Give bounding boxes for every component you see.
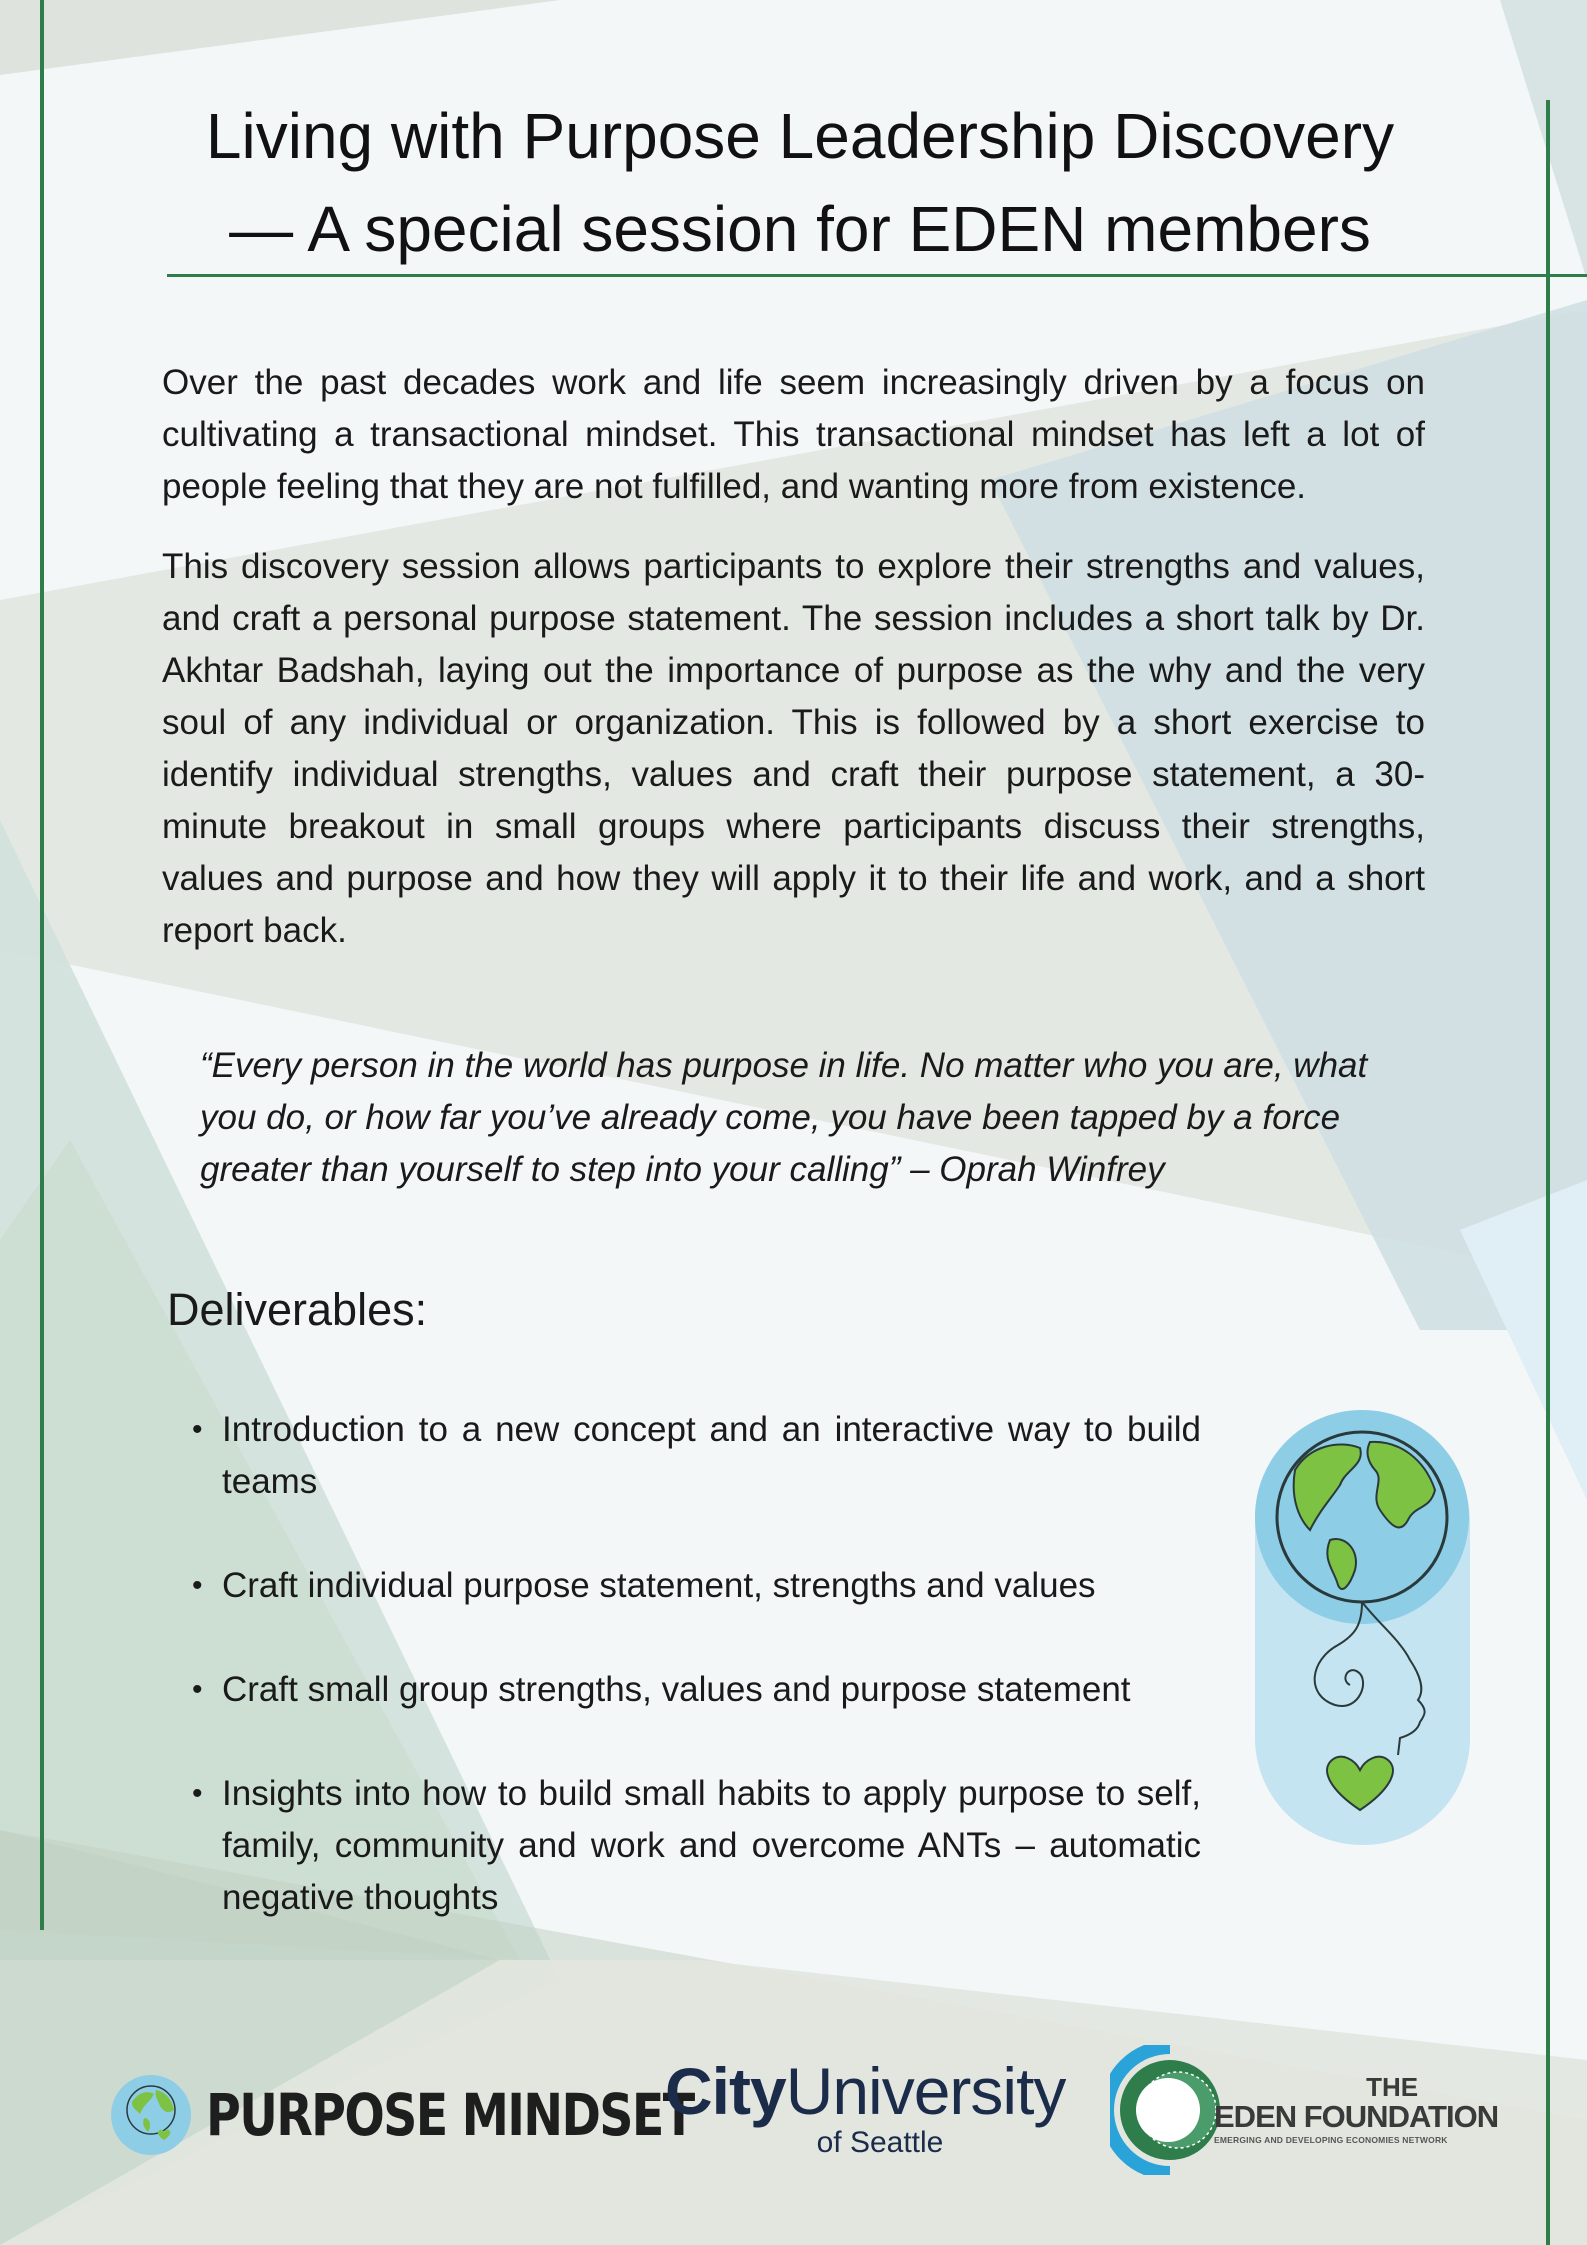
eden-name: EDEN FOUNDATION — [1214, 2099, 1499, 2134]
left-vertical-rule — [40, 0, 44, 1930]
eden-the: THE — [1366, 2072, 1419, 2102]
eden-ring-icon — [1110, 2045, 1230, 2175]
title-line-1: Living with Purpose Leadership Discovery — [205, 100, 1395, 172]
purpose-mindset-wordmark: PURPOSE MINDSET — [206, 2081, 694, 2149]
city-university-city: City — [665, 2054, 786, 2128]
eden-foundation-logo — [1110, 2045, 1498, 2175]
deliverables-list — [186, 1404, 1201, 1976]
deliverable-item: • Introduction to a new concept and an interactive way to build teams — [186, 1404, 1201, 1508]
city-university-university: University — [785, 2054, 1066, 2128]
session-description-paragraph: This discovery session allows participants to explore their strengths and values, and craft a personal purpose statement. The session includes a short talk by Dr. Akhtar Badshah, laying out the importance of purpose as the why and the very soul of any individual or organization. This is followed by a short exercise to identify individual strengths, values and craft their purpose statement, a 30-minute breakout in small groups where participants discuss their strengths, values and purpose and how they will apply it to their life and work, and a short report back. — [162, 547, 1425, 950]
deliverable-item: • Craft small group strengths, values and purpose statement — [186, 1664, 1201, 1716]
city-university-sub: of Seattle — [816, 2126, 944, 2159]
deliverables-heading: Deliverables: — [167, 1284, 428, 1335]
globe-icon — [110, 2074, 192, 2156]
eden-tagline: EMERGING AND DEVELOPING ECONOMIES NETWORK — [1214, 2135, 1448, 2145]
globe-mind-heart-illustration — [1250, 1410, 1475, 1850]
title-underline — [167, 274, 1587, 277]
deliverable-item: • Insights into how to build small habits to apply purpose to self, family, community and work and overcome ANTs – automatic negative thoughts — [186, 1768, 1201, 1924]
page-title — [150, 90, 1450, 276]
right-vertical-rule — [1546, 100, 1550, 2245]
deliverable-item: • Craft individual purpose statement, strengths and values — [186, 1560, 1201, 1612]
oprah-quote: “Every person in the world has purpose in life. No matter who you are, what you do, or how far you’ve already come, you have been tapped by a force greater than yourself to step into your calling” – Oprah Winfrey — [200, 1046, 1368, 1189]
city-university-logo — [665, 2054, 1066, 2166]
title-line-2: — A special session for EDEN members — [229, 193, 1371, 265]
intro-paragraph: Over the past decades work and life seem increasingly driven by a focus on cultivating a transactional mindset. This transactional mindset has left a lot of people feeling that they are not fulfilled, and wanting more from existence. — [162, 363, 1425, 506]
